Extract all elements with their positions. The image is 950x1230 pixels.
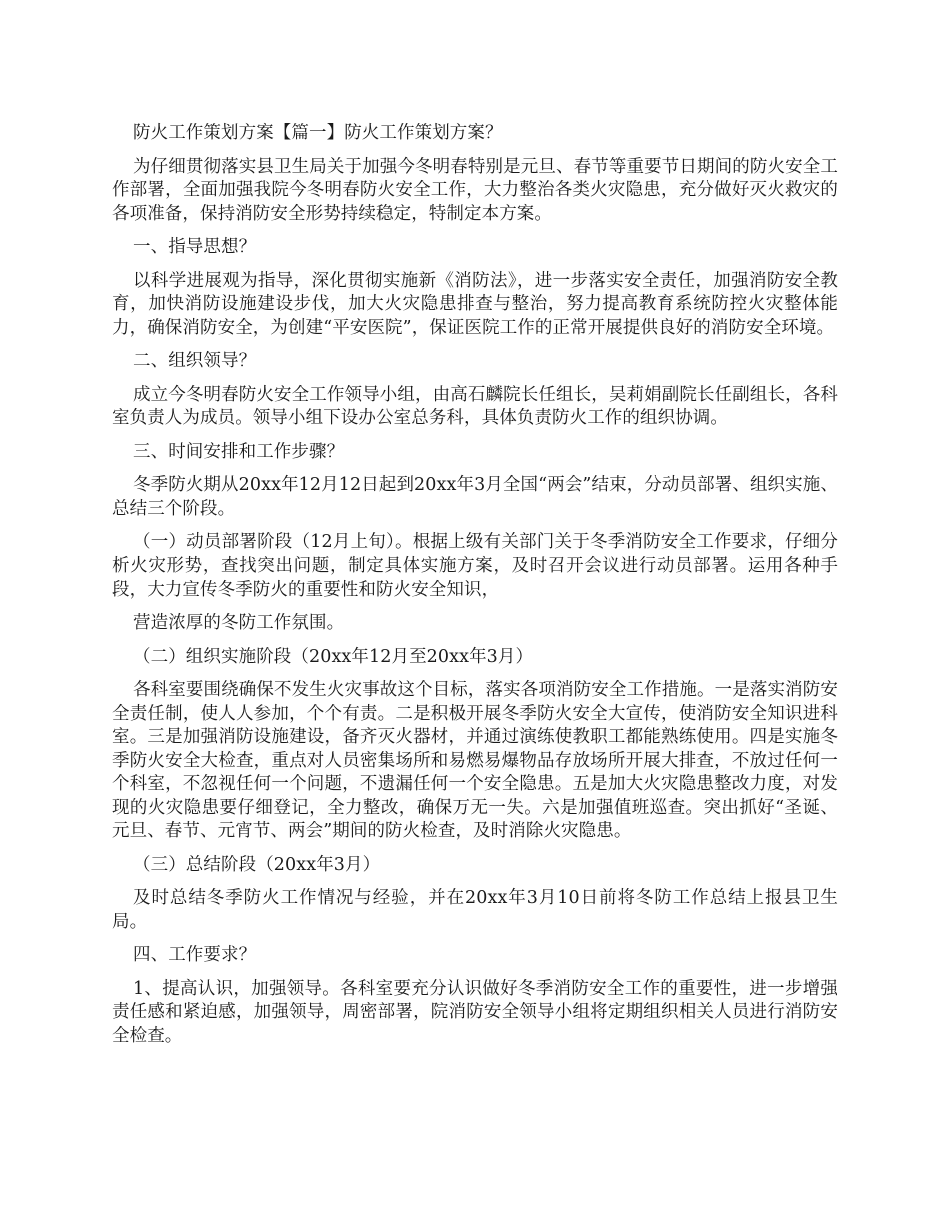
phase-two-paragraph: 各科室要围绕确保不发生火灾事故这个目标，落实各项消防安全工作措施。一是落实消防安全责任制，使人人参加，个个有责。二是积极开展冬季防火安全大宣传，使消防安全知识进科室。三是加强消防设施建设，备齐灭火器材，并通过演练使教职工都能熟练使用。四是实施冬季防火安全大检查，重点对人员密集场所和易燃易爆物品存放场所开展大排查，不放过任何一个科室，不忽视任何一个问题，不遗漏任何一个安全隐患。五是加大火灾隐患整改力度，对发现的火灾隐患要仔细登记，全力整改，确保万无一失。六是加强值班巡查。突出抓好“圣诞、元旦、春节、元宵节、两会”期间的防火检查，及时消除火灾隐患。	[112, 680, 838, 842]
section-heading-organization: 二、组织领导？	[133, 351, 257, 372]
document-title: 防火工作策划方案【篇一】防火工作策划方案？	[133, 123, 503, 143]
schedule-paragraph: 冬季防火期从20xx年12月12日起到20xx年3月全国“两会”结束，分动员部署、组织实施、总结三个阶段。	[112, 475, 838, 519]
section-heading-requirements: 四、工作要求？	[133, 945, 257, 966]
organization-paragraph: 成立今冬明春防火安全工作领导小组，由高石麟院长任组长，吴莉娟副院长任副组长，各科室负责人为成员。领导小组下设办公室总务科，具体负责防火工作的组织协调。	[112, 384, 838, 429]
section-heading-schedule: 三、时间安排和工作步骤？	[133, 441, 345, 462]
requirement-one-paragraph: 1、提高认识，加强领导。各科室要充分认识做好冬季消防安全工作的重要性，进一步增强责任感和紧迫感，加强领导，周密部署，院消防安全领导小组将定期组织相关人员进行消防安全检查。	[112, 978, 838, 1046]
section-heading-guiding-ideology: 一、指导思想？	[133, 237, 257, 258]
phase-two-heading: （二）组织实施阶段（20xx年12月至20xx年3月）	[133, 646, 534, 667]
intro-paragraph: 为仔细贯彻落实县卫生局关于加强今冬明春特别是元旦、春节等重要节日期间的防火安全工作部署，全面加强我院今冬明春防火安全工作，大力整治各类火灾隐患，充分做好灭火救灾的各项准备，保持消防安全形势持续稳定，特制定本方案。	[112, 156, 838, 224]
phase-three-paragraph: 及时总结冬季防火工作情况与经验，并在20xx年3月10日前将冬防工作总结上报县卫生局。	[112, 888, 838, 932]
phase-one-continued-paragraph: 营造浓厚的冬防工作氛围。	[133, 613, 345, 634]
phase-three-heading: （三）总结阶段（20xx年3月）	[133, 854, 381, 875]
guiding-ideology-paragraph: 以科学进展观为指导，深化贯彻实施新《消防法》，进一步落实安全责任，加强消防安全教育，加快消防设施建设步伐，加大火灾隐患排查与整治，努力提高教育系统防控火灾整体能力，确保消防安全，为创建“平安医院”，保证医院工作的正常开展提供良好的消防安全环境。	[112, 270, 838, 338]
phase-one-paragraph: （一）动员部署阶段（12月上旬）。根据上级有关部门关于冬季消防安全工作要求，仔细分析火灾形势，查找突出问题，制定具体实施方案，及时召开会议进行动员部署。运用各种手段，大力宣传冬季防火的重要性和防火安全知识，	[112, 532, 838, 600]
